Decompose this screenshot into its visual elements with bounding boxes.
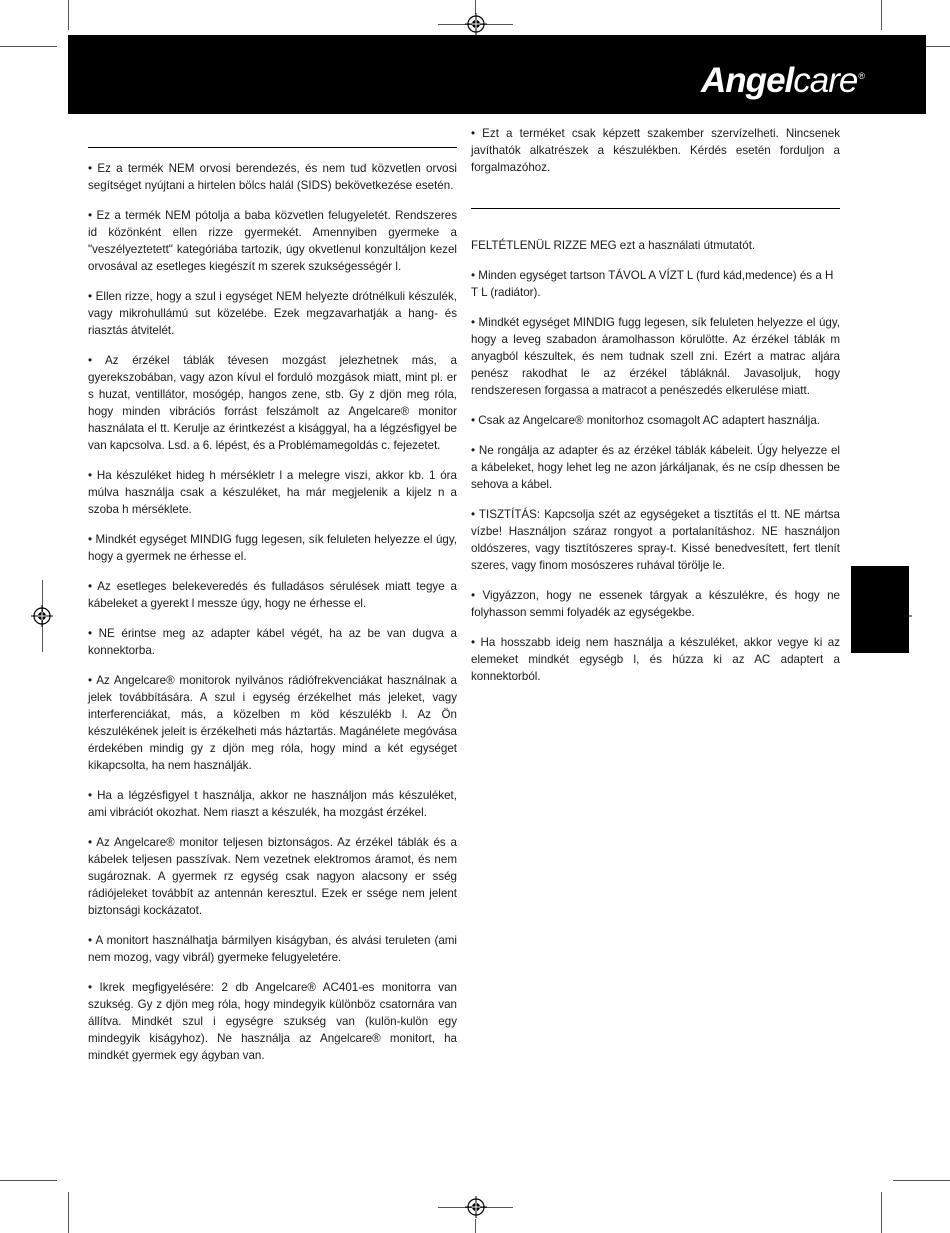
crop-mark xyxy=(893,1180,950,1181)
warning-paragraph: • Ha készuléket hideg h mérsékletr l a melegre viszi, akkor kb. 1 óra múlva használja csak a készuléket, ha már megjelenik a kijelz n a szoba h mérséklete. xyxy=(88,469,457,516)
warning-paragraph: • Az Angelcare® monitor teljesen biztonságos. Az érzékel táblák és a kábelek teljesen passzívak. Nem vezetnek elektromos áramot, és nem sugároznak. A gyermek rz egység csak nagyon alacsony er sség rádiójeleket továbbít az antennán keresztul. Ezek er ssége nem jelent biztonsági kockázatot. xyxy=(88,836,457,917)
crop-mark xyxy=(475,0,476,14)
crop-mark xyxy=(68,1192,69,1233)
brand-logo-bold: Angel xyxy=(701,61,794,100)
crop-mark xyxy=(0,1180,57,1181)
registration-mark-icon xyxy=(465,1196,487,1218)
crop-mark xyxy=(68,0,69,30)
registration-mark-icon xyxy=(465,13,487,35)
warning-paragraph: • Az esetleges belekeveredés és fulladásos sérulések miatt tegye a kábeleket a gyerekt l messze úgy, hogy ne érhesse el. xyxy=(88,580,457,610)
warning-paragraph: • Ellen rizze, hogy a szul i egységet NEM helyezte drótnélkuli készulék, vagy mikrohullámú sut közelébe. Ezek megzavarhatják a hang- és riasztás átvitelét. xyxy=(88,290,457,337)
warning-paragraph: • NE érintse meg az adapter kábel végét, ha az be van dugva a konnektorba. xyxy=(88,627,457,657)
warning-paragraph: • Mindkét egységet MINDIG fugg legesen, sík feluleten helyezze el úgy, hogy a gyermek ne érhesse el. xyxy=(88,533,457,563)
care-paragraph: • Vigyázzon, hogy ne essenek tárgyak a készulékre, és hogy ne folyhasson semmi folyadék az egységekbe. xyxy=(471,589,840,619)
crop-mark xyxy=(475,1219,476,1233)
warning-paragraph: • Ha a légzésfigyel t használja, akkor ne használjon más készuléket, ami vibrációt okozhat. Nem riaszt a készulék, ha mozgást érzékel. xyxy=(88,789,457,819)
crop-mark xyxy=(881,0,882,30)
section-tab xyxy=(851,566,909,653)
care-paragraph: • Csak az Angelcare® monitorhoz csomagolt AC adaptert használja. xyxy=(471,414,821,427)
warning-paragraph: • Ez a termék NEM orvosi berendezés, és nem tud közvetlen orvosi segítséget nyújtani a hirtelen bölcs halál (SIDS) bekövetkezése esetén. xyxy=(88,162,457,192)
registration-mark-icon xyxy=(31,605,53,627)
keep-instructions-heading: FELTÉTLENÜL RIZZE MEG ezt a használati útmutatót. xyxy=(471,239,756,252)
care-paragraph: • Mindkét egységet MINDIG fugg legesen, sík feluleten helyezze el úgy, hogy a leveg szabadon áramolhasson körulötte. Az érzékel táblák m anyagból készultek, és nem tudnak szell zni. Ezért a matrac aljára penész rakodhat le az érzékel tábláknál. Javasoljuk, hogy rendszeresen forgassa a matracot a penészedés elkerulése miatt. xyxy=(471,316,840,397)
warning-paragraph: • Az érzékel táblák tévesen mozgást jelezhetnek más, a gyerekszobában, vagy azon kívul el forduló mozgások miatt, mint pl. er s huzat, ventillátor, mosógép, hangos zene, stb. Gy z djön meg róla, hogy minden vibrációs forrást felszámolt az Angelcare® monitor használata el tt. Kerulje az érintkezést a kisággyal, ha a légzésfigyel be van kapcsolva. Lsd. a 6. lépést, és a Problémamegoldás c. fejezetet. xyxy=(88,354,457,452)
service-paragraph: • Ezt a terméket csak képzett szakember szervízelheti. Nincsenek javíthatók alkatrészek a készulékben. Kérdés esetén forduljon a forgalmazóhoz. xyxy=(471,127,840,174)
brand-logo-light: care xyxy=(793,61,858,100)
care-paragraph: • Minden egységet tartson TÁVOL A VÍZT L (furd kád,medence) és a H T L (radiátor). xyxy=(471,269,834,299)
header-band xyxy=(68,35,926,114)
care-paragraph: • TISZTÍTÁS: Kapcsolja szét az egységeket a tisztítás el tt. NE mártsa vízbe! Használjon száraz rongyot a portalanításhoz. NE használjon oldószeres, vagy tisztítószeres spray-t. Kissé benedvesített, fert tlenít szeres, vagy finom mosószeres ruhával törölje le. xyxy=(471,508,840,572)
warning-paragraph: • Az Angelcare® monitorok nyilvános rádiófrekvenciákat használnak a jelek továbbítására. A szul i egység érzékelhet más jeleket, vagy interferenciákat, más, a közelben m köd készulékb l. Az Ön készulékének jeleit is érzékelheti más háztartás. Magánélete megóvása érdekében mindig gy z djön meg róla, hogy mind a két egységet kikapcsolta, ha nem használják. xyxy=(88,674,457,772)
warning-paragraph: • Ez a termék NEM pótolja a baba közvetlen felugyeletét. Rendszeres id közönként ellen rizze gyermekét. Amennyiben gyermeke a "veszélyeztetett" kategóriába tartozik, úgy okvetlenul konzultáljon kezel orvosával az esetleges kiegészít m szerek szukségességér l. xyxy=(88,209,457,273)
section-rule-left xyxy=(88,147,457,148)
section-spacer xyxy=(471,189,840,237)
brand-logo xyxy=(701,61,864,101)
left-column xyxy=(88,160,457,1077)
warning-paragraph: • A monitort használhatja bármilyen kiságyban, és alvási teruleten (ami nem mozog, vagy vibrál) gyermeke felugyeletére. xyxy=(88,934,457,964)
warning-paragraph: • Ikrek megfigyelésére: 2 db Angelcare® AC401-es monitorra van szukség. Gy z djön meg róla, hogy mindegyik különböz csatornára van állítva. Mindkét szul i egységre szukség van (kulön-kulön egy mindegyik kiságyhoz). Ne használja az Angelcare® monitort, ha mindkét gyermek egy ágyban van. xyxy=(88,981,457,1062)
right-column xyxy=(471,125,840,698)
care-paragraph: • Ha hosszabb ideig nem használja a készuléket, akkor vegye ki az elemeket mindkét egységb l, és húzza ki az AC adaptert a konnektorból. xyxy=(471,636,840,683)
crop-mark xyxy=(881,1192,882,1233)
brand-registered-mark: ® xyxy=(858,71,864,81)
care-paragraph: • Ne rongálja az adapter és az érzékel táblák kábeleit. Úgy helyezze el a kábeleket, hogy lehet leg ne azon járkáljanak, és ne csíp dhessen be sehova a kábel. xyxy=(471,444,840,491)
crop-mark xyxy=(0,46,57,47)
